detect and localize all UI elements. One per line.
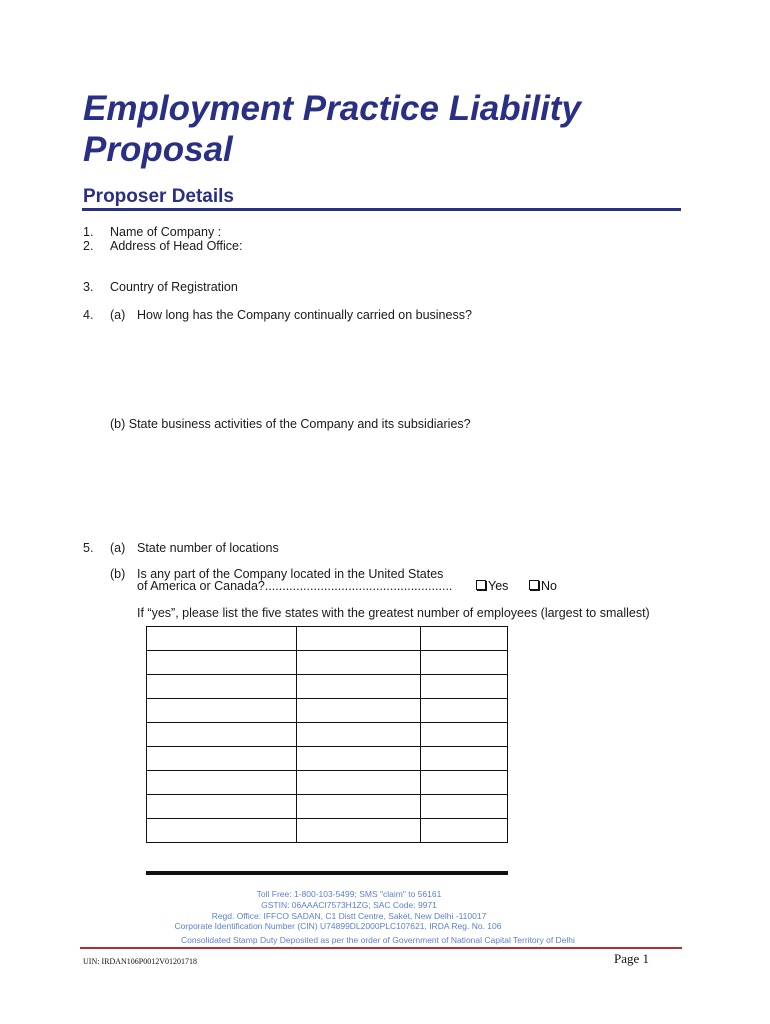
footer-gstin: GSTIN: 06AAACI7573H1ZG; SAC Code: 9971 [261,900,437,910]
table-cell[interactable] [297,747,421,771]
question-5b-line2: of America or Canada?...................................................... [137,579,453,593]
table-row [147,675,508,699]
table-cell[interactable] [421,675,508,699]
states-table [146,626,508,843]
yes-checkbox[interactable] [476,580,486,590]
table-cell[interactable] [297,699,421,723]
document-title: Employment Practice Liability Proposal [83,89,581,169]
table-row [147,723,508,747]
table-cell[interactable] [421,771,508,795]
table-row [147,651,508,675]
question-3-text: Country of Registration [110,280,238,294]
table-row [147,747,508,771]
table-row [147,795,508,819]
no-label: No [541,579,557,593]
question-5a-text: State number of locations [137,541,279,555]
table-cell[interactable] [147,651,297,675]
table-cell[interactable] [421,795,508,819]
table-cell[interactable] [421,699,508,723]
footer-cin: Corporate Identification Number (CIN) U74899DL2000PLC107621, IRDA Reg. No. 106 [174,921,502,931]
question-5-if-yes-text: If “yes”, please list the five states with the greatest number of employees (largest to smallest) [137,606,650,620]
table-row [147,627,508,651]
table-row [147,699,508,723]
footer-toll-free: Toll Free: 1-800-103-5499; SMS "claim" to 56161 [256,889,442,899]
table-cell[interactable] [297,675,421,699]
question-3-number: 3. [83,280,94,294]
table-cell[interactable] [147,795,297,819]
table-cell[interactable] [297,723,421,747]
no-checkbox[interactable] [529,580,539,590]
question-4a-text: How long has the Company continually carried on business? [137,308,472,322]
table-row [147,771,508,795]
table-cell[interactable] [421,747,508,771]
question-5b-label: (b) [110,567,126,581]
table-bottom-rule [146,871,508,875]
no-option[interactable] [529,579,557,594]
question-1-number: 1. [83,225,94,239]
question-4b-text: (b) State business activities of the Company and its subsidiaries? [110,417,471,431]
table-cell[interactable] [421,723,508,747]
question-1-text: Name of Company : [110,225,222,239]
table-cell[interactable] [147,699,297,723]
question-5a-label: (a) [110,541,126,555]
question-4a-label: (a) [110,308,126,322]
table-cell[interactable] [147,723,297,747]
table-cell[interactable] [147,771,297,795]
footer-stamp-duty: Consolidated Stamp Duty Deposited as per the order of Government of National Capital Territory of Delhi [181,935,575,945]
question-5b-line1: Is any part of the Company located in the United States [137,567,444,581]
section-title: Proposer Details [83,186,234,207]
table-cell[interactable] [421,627,508,651]
question-2-number: 2. [83,239,94,253]
page-number: Page 1 [614,951,650,966]
yes-option[interactable] [476,579,508,594]
table-cell[interactable] [147,675,297,699]
table-cell[interactable] [297,651,421,675]
uin-code: UIN: IRDAN106P0012V01201718 [83,957,197,966]
section-divider [82,208,681,211]
table-cell[interactable] [421,651,508,675]
footer-regd-office: Regd. Office: IFFCO SADAN, C1 Distt Centre, Saket, New Delhi -110017 [211,911,487,921]
table-row [147,819,508,843]
table-cell[interactable] [297,771,421,795]
table-cell[interactable] [421,819,508,843]
yes-label: Yes [488,579,509,593]
table-cell[interactable] [147,819,297,843]
table-cell[interactable] [297,627,421,651]
table-cell[interactable] [147,627,297,651]
table-cell[interactable] [297,795,421,819]
question-2-text: Address of Head Office: [110,239,243,253]
question-5-number: 5. [83,541,94,555]
table-cell[interactable] [297,819,421,843]
table-cell[interactable] [147,747,297,771]
footer-divider [80,947,682,949]
question-4-number: 4. [83,308,94,322]
